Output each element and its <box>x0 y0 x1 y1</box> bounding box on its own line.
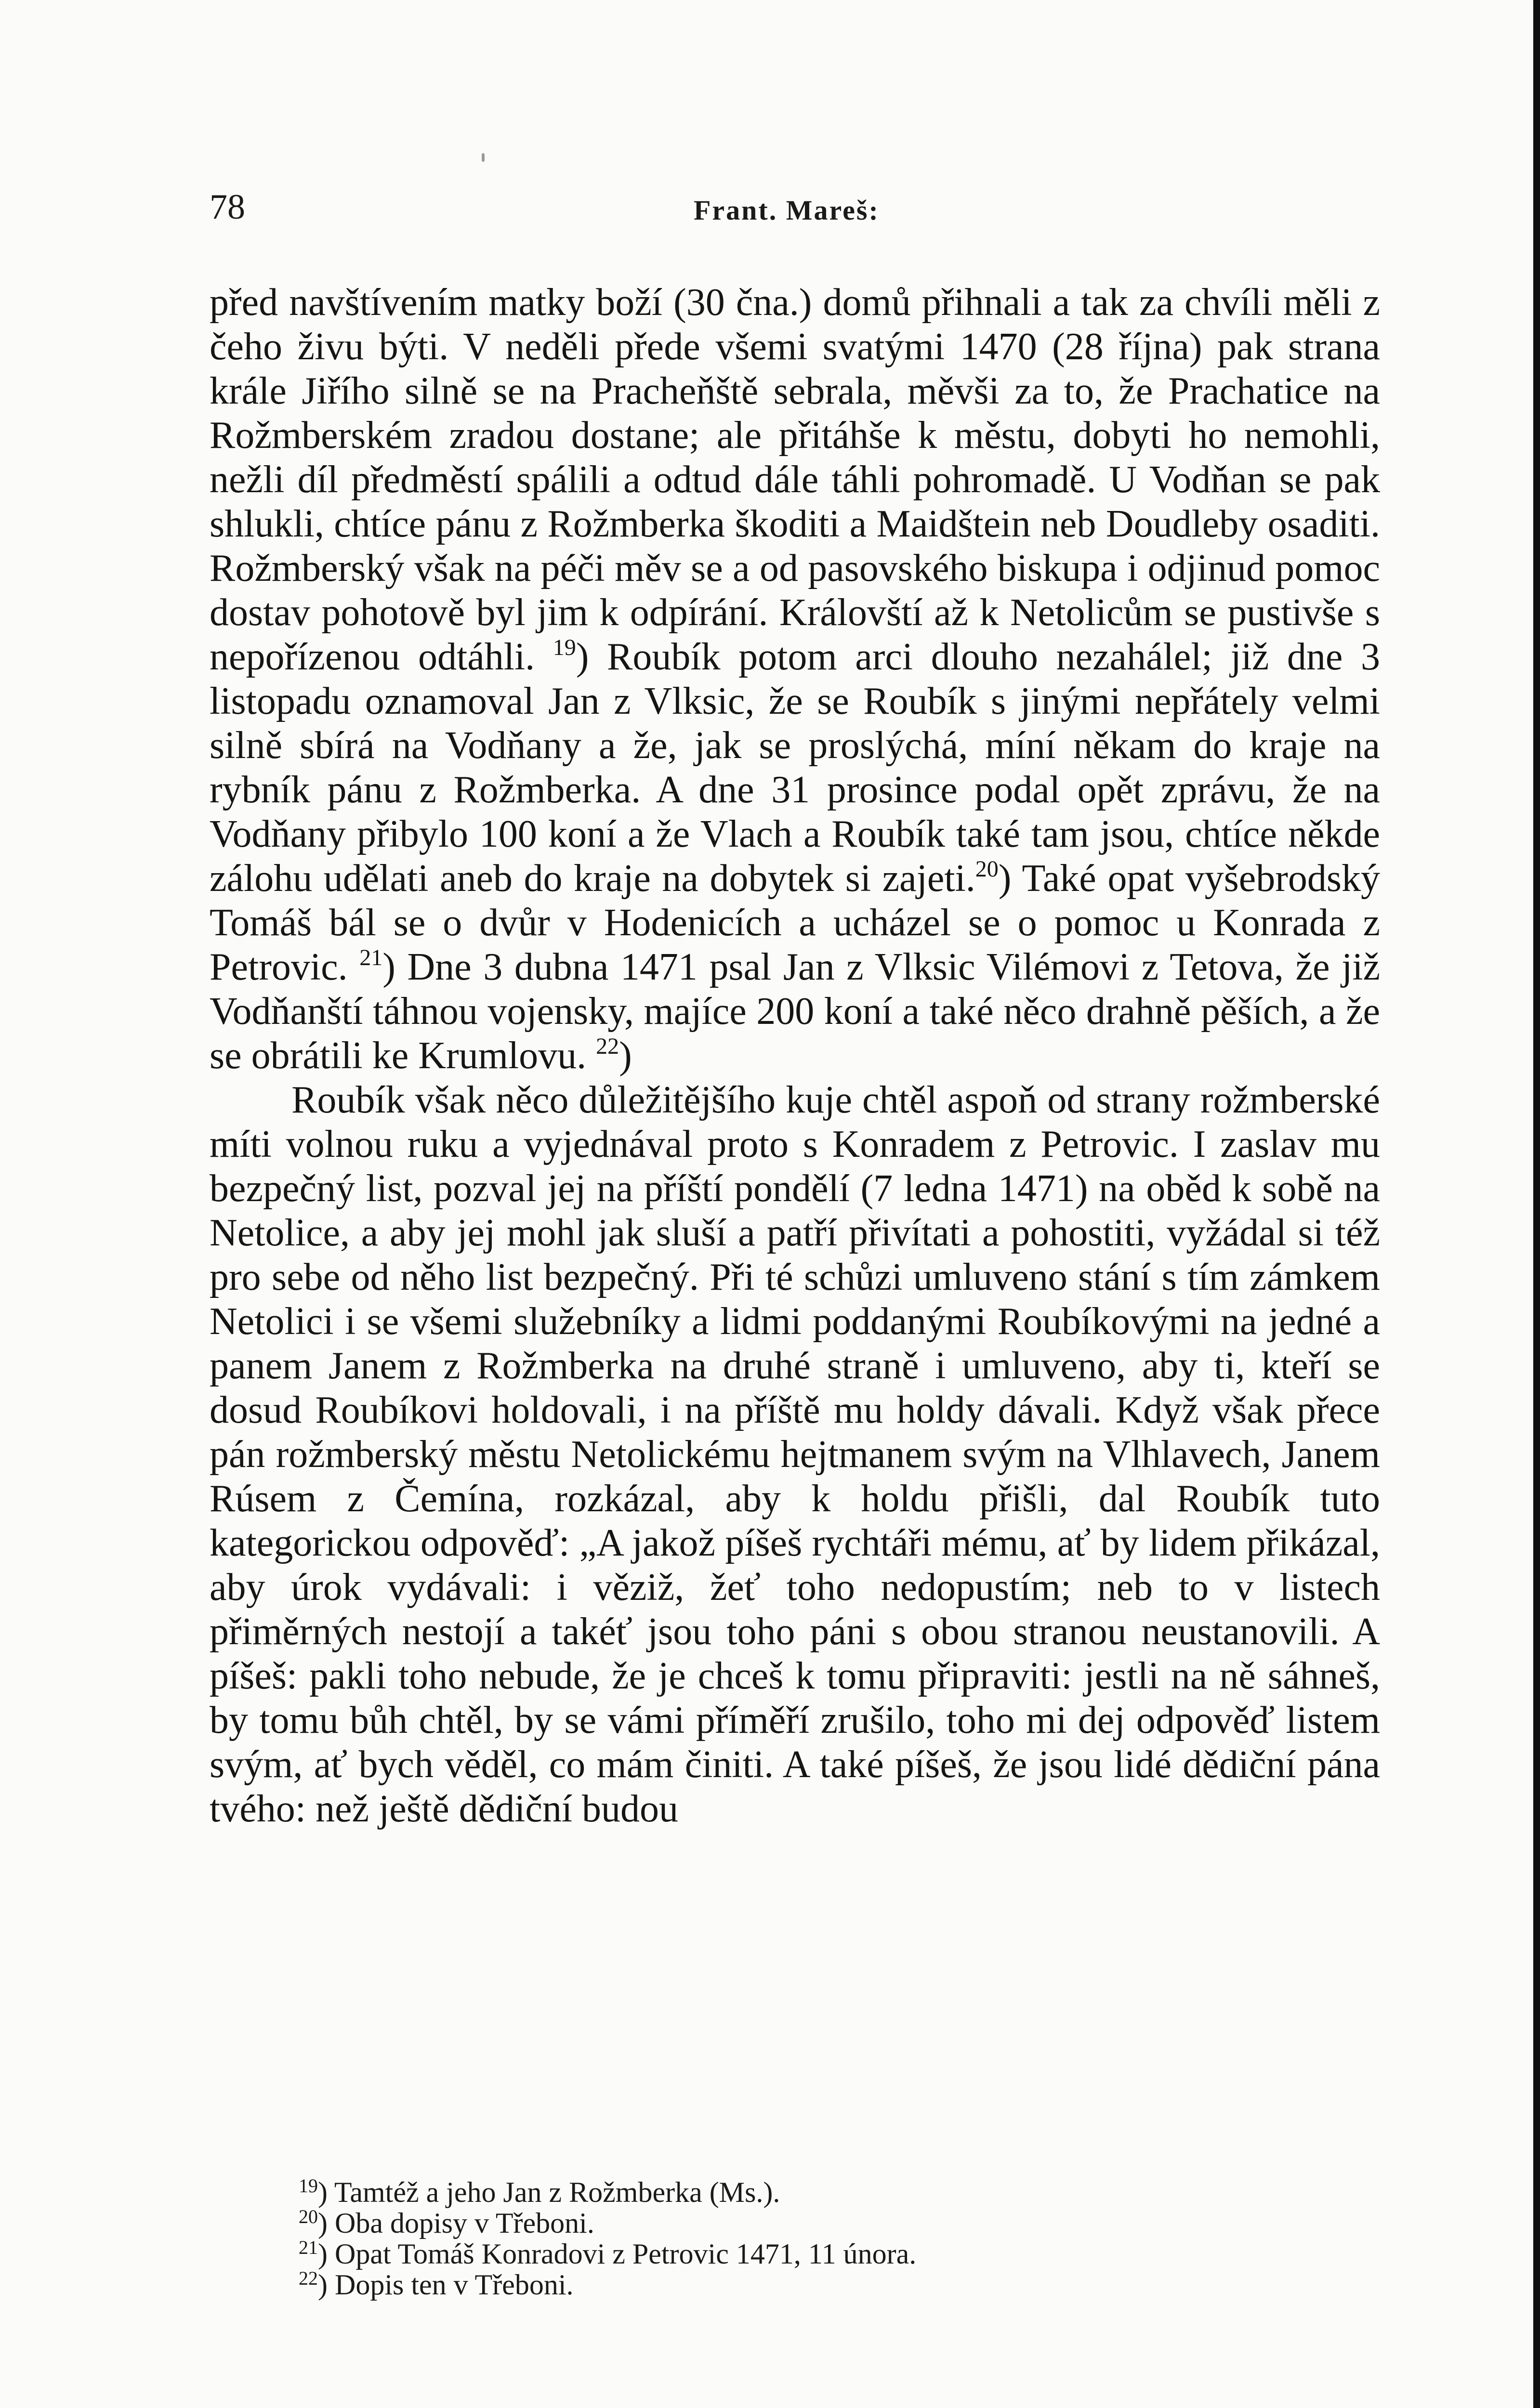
paragraph-text: Roubík potom arci dlouho nezahálel; již dne 3 listopadu oznamoval Jan z Vlksic, že se Roubík s jinými nepřátely velmi silně sbírá na Vodňany a že, jak se proslýchá, míní někam do kraje na rybník pánu z Rožmberka. A dne 31 prosince podal opět zprávu, že na Vodňany přibylo 100 koní a že Vlach a Roubík také tam jsou, chtíce někde zálohu udělati aneb do kraje na dobytek si zajeti. <box>210 636 1380 900</box>
paragraph-text: Roubík však něco důležitějšího kuje chtěl aspoň od strany rožmberské míti volnou ruku a vyjednával proto s Konradem z Petrovic. I zaslav mu bezpečný list, pozval jej na příští pondělí (7 ledna 1471) na oběd k sobě na Netolice, a aby jej mohl jak sluší a patří přivítati a pohostiti, vyžádal si též pro sebe od něho list bezpečný. Při té schůzi umluveno stání s tím zámkem Netolici i se všemi služebníky a lidmi poddanými Roubíkovými na jedné a panem Janem z Rožmberka na druhé straně i umluveno, aby ti, kteří se dosud Roubíkovi holdovali, i na příště mu holdy dávali. Když však přece pán rožmberský městu Netolickému hejtmanem svým na Vlhlavech, Janem Rúsem z Čemína, rozkázal, aby k holdu přišli, dal Roubík tuto kategorickou odpověď: „A jakož píšeš rychtáři mému, ať by lidem přikázal, aby úrok vydávali: i věziž, žeť toho nedopustím; neb to v listech přiměrných nestojí a takéť jsou toho páni s obou stranou neustanovili. A píšeš: pakli toho nebude, že je chceš k tomu připraviti: jestli na ně sáhneš, by tomu bůh chtěl, by se vámi příměří zrušilo, toho mi dej odpověď listem svým, ať bych věděl, co mám činiti. A také píšeš, že jsou lidé dědiční pána tvého: než ještě dědiční budou <box>210 1079 1380 1830</box>
paragraph <box>210 280 1380 1078</box>
footnote-paren: ) <box>318 2207 335 2239</box>
paragraph <box>210 1078 1380 1831</box>
scan-edge-shadow <box>1533 0 1540 2408</box>
footnote <box>299 2208 1378 2238</box>
footnotes <box>299 2177 1378 2300</box>
footnote <box>299 2238 1378 2269</box>
footnote-text: Dopis ten v Třeboni. <box>334 2269 574 2301</box>
footnote-text: Oba dopisy v Třeboni. <box>334 2207 594 2239</box>
page-header <box>210 183 1395 236</box>
note-paren: ) <box>576 636 589 678</box>
footnote-text: Tamtéž a jeho Jan z Rožmberka (Ms.). <box>334 2176 780 2208</box>
paper-speck <box>482 153 485 162</box>
footnote-text: Opat Tomáš Konradovi z Petrovic 1471, 11 února. <box>334 2238 917 2270</box>
footnote-ref: 22 <box>596 1034 619 1059</box>
note-paren: ) <box>998 857 1012 900</box>
footnote <box>299 2177 1378 2208</box>
page-number: 78 <box>210 187 245 227</box>
footnote <box>299 2269 1378 2300</box>
footnote-mark: 19 <box>299 2175 318 2197</box>
main-text <box>210 280 1380 1831</box>
footnote-mark: 22 <box>299 2267 318 2289</box>
paragraph-text: Dne 3 dubna 1471 psal Jan z Vlksic Vilémovi z Tetova, že již Vodňanští táhnou vojensky, majíce 200 koní a také něco drahně pěších, a že se obrátili ke Krumlovu. <box>210 946 1381 1077</box>
footnote-ref: 21 <box>359 945 383 970</box>
note-paren: ) <box>382 946 395 988</box>
running-head: Frant. Mareš: <box>694 195 880 226</box>
footnote-ref: 20 <box>975 856 999 882</box>
note-paren: ) <box>619 1034 632 1077</box>
footnote-paren: ) <box>318 2269 335 2301</box>
footnote-mark: 20 <box>299 2206 318 2227</box>
footnote-mark: 21 <box>299 2237 318 2258</box>
paragraph-text: před navštívením matky boží (30 čna.) domů přihnali a tak za chvíli měli z čeho živu býti. V neděli přede všemi svatými 1470 (28 října) pak strana krále Jiřího silně se na Pracheňště sebrala, měvši za to, že Prachatice na Rožmberském zradou dostane; ale přitáhše k městu, dobyti ho nemohli, nežli díl předměstí spálili a odtud dále táhli pohromadě. U Vodňan se pak shlukli, chtíce pánu z Rožmberka škoditi a Maidštein neb Doudleby osaditi. Rožmberský však na péči měv se a od pasovského biskupa i odjinud pomoc dostav pohotově byl jim k odpírání. Královští až k Netolicům se pustivše s nepořízenou odtáhli. <box>210 281 1380 678</box>
footnote-paren: ) <box>318 2176 334 2208</box>
paragraph-text: Také opat vyšebrodský Tomáš bál se o dvůr v Hodenicích a ucházel se o pomoc u Konrada z Petrovic. <box>210 857 1380 988</box>
footnote-paren: ) <box>318 2238 335 2270</box>
footnote-ref: 19 <box>553 635 576 660</box>
